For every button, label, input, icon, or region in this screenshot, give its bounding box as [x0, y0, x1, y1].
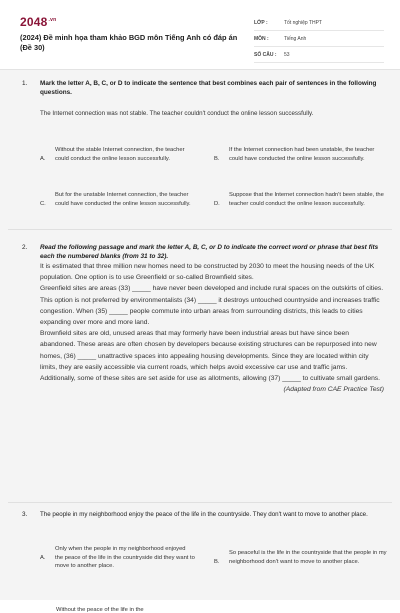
meta-value: Tốt nghiệp THPT — [284, 19, 322, 26]
meta-key: LỚP : — [254, 19, 268, 26]
question-3 — [8, 502, 392, 612]
logo-suffix: .vn — [48, 17, 57, 23]
question-number: 1. — [22, 80, 28, 87]
option-letter: A. — [40, 155, 46, 162]
page-header — [0, 0, 400, 70]
option-text: So peaceful is the life in the countryside that the people in my neighborhood don't want to move to another place. — [229, 550, 387, 565]
question-number: 2. — [22, 244, 28, 251]
option-text: If the Internet connection had been unstable, the teacher could have conducted the online lesson successfully. — [229, 147, 375, 162]
option-letter: A. — [40, 554, 46, 561]
question-1 — [8, 70, 392, 230]
option-text: Suppose that the Internet connection hadn't been stable, the teacher could conduct the online lesson successfully. — [229, 192, 384, 207]
meta-key: SỐ CÂU : — [254, 51, 277, 58]
meta-row-subject — [254, 31, 384, 47]
question-stem: The Internet connection was not stable. The teacher couldn't conduct the online lesson successfully. — [40, 110, 314, 117]
passage-paragraph: Brownfield sites are old, unused areas that may formerly have been industrial areas but have since been abandoned. These areas are often chosen by developers because existing structures can be repurposed into new homes, (36) _____ unattractive spaces into appealing housing developments. Since they are located within city limits, they are easily accessible via current roads, which helps avoid excessive car use and traffic jams. Additionally, some of these sites are set aside for use as allotments, allowing (37) _____ to cultivate small gardens. — [40, 330, 381, 383]
option-text: Without the stable Internet connection, the teacher could conduct the online lesson successfully. — [55, 147, 185, 162]
logo-text: 2048 — [20, 15, 48, 29]
question-instruction: Read the following passage and mark the letter A, B, C, or D to indicate the correct word or phrase that best fits each the numbered blanks (from 31 to 32). — [40, 244, 379, 260]
option-letter: B. — [214, 558, 220, 565]
option-letter: C. — [40, 200, 46, 207]
question-list — [0, 70, 400, 613]
reading-passage — [40, 261, 384, 395]
option-letter: B. — [214, 155, 220, 162]
option-text-partial: Without the peace of the life in the — [56, 607, 144, 613]
passage-paragraph: It is estimated that three million new homes need to be constructed by 2030 to meet the housing needs of the UK population. One option is to use Greenfield or so-called Brownfield sites. — [40, 263, 375, 282]
question-stem: The people in my neighborhood enjoy the peace of the life in the countryside. They don't want to move to another place. — [40, 511, 368, 518]
option-text: Only when the people in my neighborhood enjoyed the peace of the life in the countryside did they want to move to another place. — [55, 546, 195, 570]
meta-value: 53 — [284, 51, 290, 58]
document-meta — [254, 15, 384, 63]
meta-row-grade — [254, 15, 384, 31]
option-text: But for the unstable Internet connection, the teacher could have conducted the online lesson successfully. — [55, 192, 191, 207]
site-logo[interactable] — [20, 15, 56, 29]
passage-source: (Adapted from CAE Practice Test) — [283, 386, 384, 394]
question-number: 3. — [22, 511, 28, 518]
question-2 — [8, 236, 392, 498]
option-letter: D. — [214, 200, 220, 207]
document-title: (2024) Đề minh họa tham khảo BGD môn Tiếng Anh có đáp án (Đề 30) — [20, 33, 238, 52]
question-instruction: Mark the letter A, B, C, or D to indicate the sentence that best combines each pair of sentences in the following questions. — [40, 80, 377, 96]
meta-row-count — [254, 47, 384, 63]
passage-paragraph: Greenfield sites are areas (33) _____ have never been developed and include rural spaces on the outskirts of cities. This option is not preferred by environmentalists (34) _____ it destroys untouched countryside and increases traffic congestion. When (35) _____ people commute into urban areas from surrounding districts, this leads to cities expanding over more and more land. — [40, 285, 384, 327]
meta-key: MÔN : — [254, 35, 269, 42]
meta-value: Tiếng Anh — [284, 35, 307, 42]
